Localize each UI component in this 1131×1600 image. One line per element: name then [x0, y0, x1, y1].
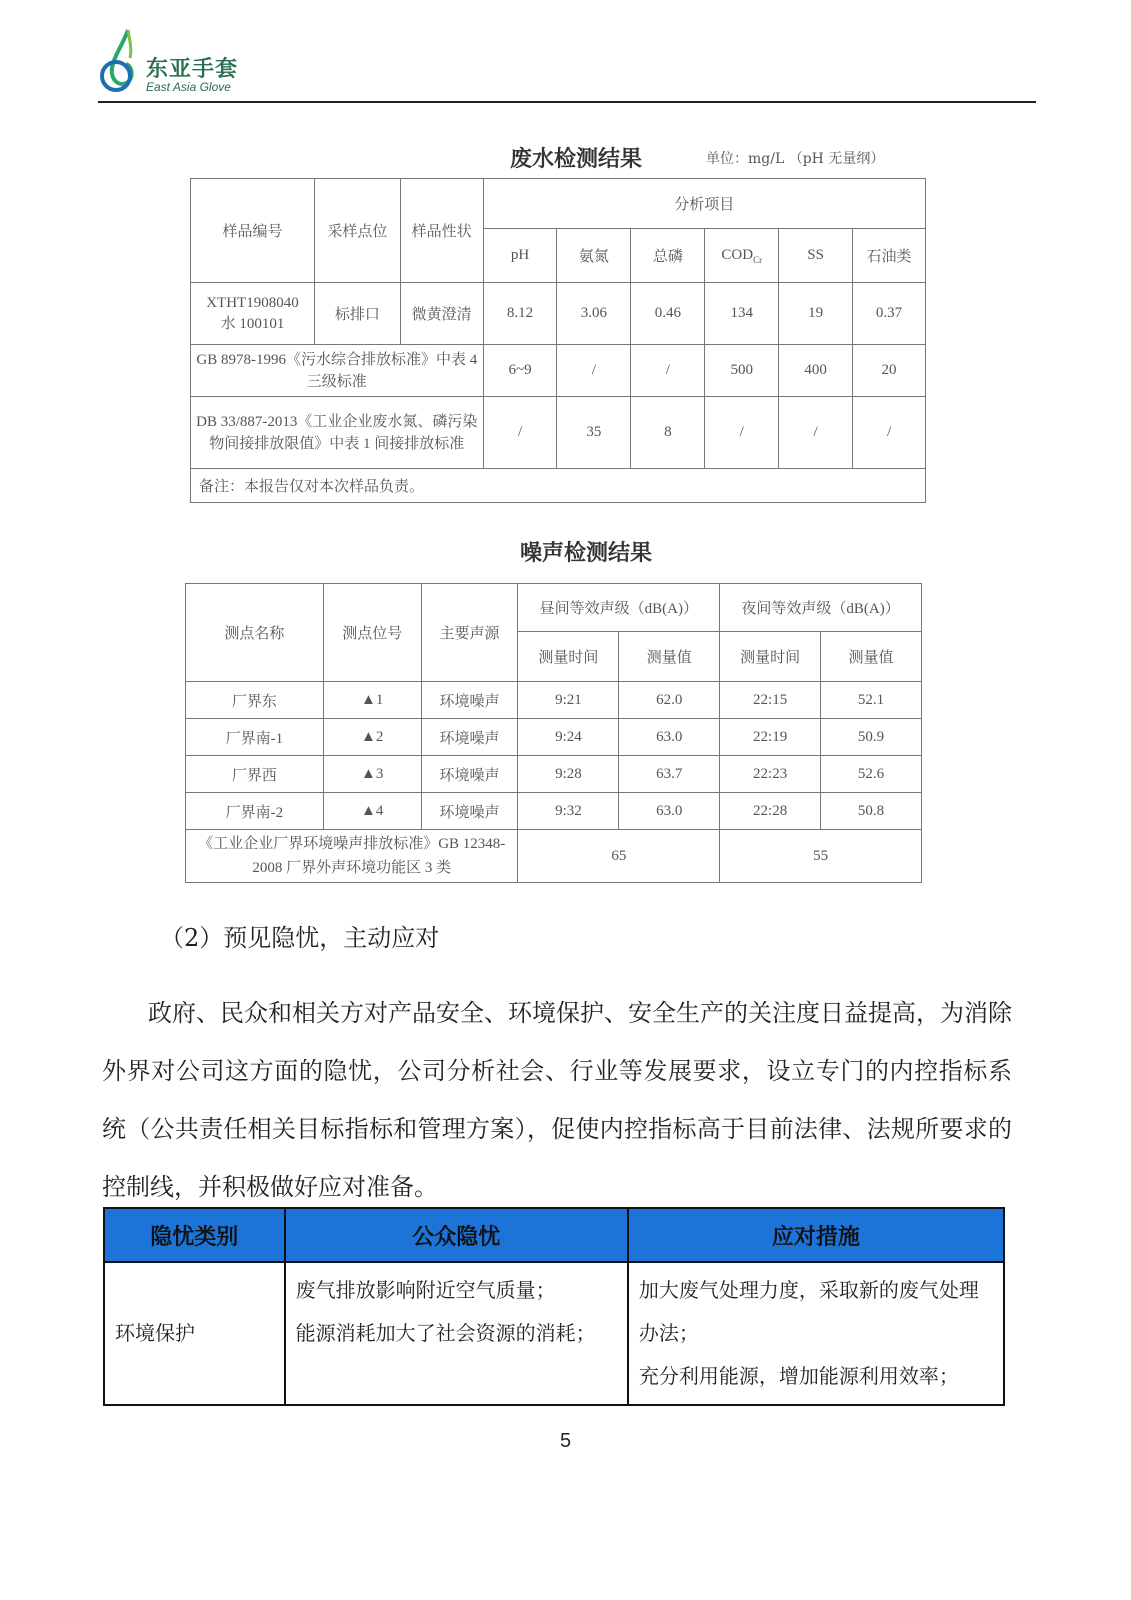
table-row [191, 283, 926, 345]
risk-category: 环境保护 [104, 1262, 285, 1405]
value-cell: 6~9 [483, 345, 557, 397]
point-source: 环境噪声 [421, 682, 518, 719]
night-value: 50.8 [821, 793, 922, 830]
day-value: 63.0 [619, 719, 720, 756]
value-cell: 8.12 [483, 283, 557, 345]
sample-no-cell [191, 283, 315, 345]
header-oil: 石油类 [853, 229, 926, 283]
day-value: 63.0 [619, 793, 720, 830]
noise-standard-night: 55 [720, 830, 922, 883]
header-day-value: 测量值 [619, 632, 720, 682]
header-concerns: 公众隐忧 [285, 1208, 628, 1262]
point-name: 厂界东 [186, 682, 324, 719]
header-ss: SS [779, 229, 853, 283]
table-row [186, 682, 922, 719]
noise-standard-label: 《工业企业厂界环境噪声排放标准》GB 12348-2008 厂界外声环境功能区 3 类 [186, 830, 518, 883]
value-cell: 500 [705, 345, 779, 397]
night-time: 22:19 [720, 719, 821, 756]
table-row [186, 793, 922, 830]
point-no: ▲1 [323, 682, 421, 719]
header-day-time: 测量时间 [518, 632, 619, 682]
header-nature: 样品性状 [400, 179, 483, 283]
risk-concerns [285, 1262, 628, 1405]
day-time: 9:28 [518, 756, 619, 793]
header-night-value: 测量值 [821, 632, 922, 682]
header-night-time: 测量时间 [720, 632, 821, 682]
table-row [186, 756, 922, 793]
header-phosphorus: 总磷 [631, 229, 705, 283]
header-measures: 应对措施 [628, 1208, 1004, 1262]
concern-item: 废气排放影响附近空气质量； [295, 1278, 556, 1302]
point-no: ▲4 [323, 793, 421, 830]
day-time: 9:24 [518, 719, 619, 756]
measure-item: 加大废气处理力度，采取新的废气处理办法； [638, 1278, 979, 1345]
section-heading: （2）预见隐忧，主动应对 [160, 924, 440, 952]
wastewater-title: 废水检测结果 [510, 146, 643, 172]
header-point-name: 测点名称 [186, 584, 324, 682]
point-source: 环境噪声 [421, 793, 518, 830]
logo-english-name: East Asia Glove [146, 80, 231, 94]
header-ph: pH [483, 229, 557, 283]
measure-item: 充分利用能源，增加能源利用效率； [638, 1364, 959, 1388]
header-point-no: 测点位号 [323, 584, 421, 682]
sample-no-line2: 水 100101 [220, 315, 285, 332]
header-ammonia: 氨氮 [557, 229, 631, 283]
value-cell: 8 [631, 397, 705, 469]
night-value: 52.1 [821, 682, 922, 719]
day-value: 62.0 [619, 682, 720, 719]
value-cell: 20 [853, 345, 926, 397]
header-cod [705, 229, 779, 283]
sample-site: 标排口 [314, 283, 400, 345]
standard-label: DB 33/887-2013《工业企业废水氮、磷污染物间接排放限值》中表 1 间接排放标准 [191, 397, 484, 469]
value-cell: 0.46 [631, 283, 705, 345]
value-cell: 400 [779, 345, 853, 397]
value-cell: 134 [705, 283, 779, 345]
value-cell: / [557, 345, 631, 397]
cod-subscript: Cr [753, 254, 763, 265]
point-source: 环境噪声 [421, 719, 518, 756]
header-site: 采样点位 [314, 179, 400, 283]
value-cell: / [483, 397, 557, 469]
header-day-level: 昼间等效声级（dB(A)） [518, 584, 720, 632]
concern-item: 能源消耗加大了社会资源的消耗； [295, 1321, 596, 1345]
night-value: 52.6 [821, 756, 922, 793]
standard-label: GB 8978-1996《污水综合排放标准》中表 4 三级标准 [191, 345, 484, 397]
night-time: 22:15 [720, 682, 821, 719]
day-value: 63.7 [619, 756, 720, 793]
noise-table [185, 583, 922, 883]
risk-measures [628, 1262, 1004, 1405]
logo-chinese-name: 东亚手套 [146, 57, 239, 82]
value-cell: / [779, 397, 853, 469]
table-row [191, 397, 926, 469]
value-cell: 35 [557, 397, 631, 469]
point-source: 环境噪声 [421, 756, 518, 793]
value-cell: 0.37 [853, 283, 926, 345]
header-source: 主要声源 [421, 584, 518, 682]
value-cell: 19 [779, 283, 853, 345]
wastewater-table [190, 178, 926, 503]
header-divider [98, 101, 1036, 103]
sample-nature: 微黄澄清 [400, 283, 483, 345]
table-row [191, 345, 926, 397]
wastewater-note: 备注：本报告仅对本次样品负责。 [191, 469, 926, 503]
risk-table [103, 1207, 1005, 1406]
value-cell: / [705, 397, 779, 469]
cod-label: COD [721, 246, 754, 263]
value-cell: / [631, 345, 705, 397]
header-night-level: 夜间等效声级（dB(A)） [720, 584, 922, 632]
point-no: ▲3 [323, 756, 421, 793]
night-time: 22:28 [720, 793, 821, 830]
value-cell: / [853, 397, 926, 469]
point-name: 厂界南-1 [186, 719, 324, 756]
table-row [104, 1262, 1004, 1405]
header-analysis-items: 分析项目 [483, 179, 925, 229]
noise-standard-day: 65 [518, 830, 720, 883]
day-time: 9:32 [518, 793, 619, 830]
point-no: ▲2 [323, 719, 421, 756]
page-header [98, 28, 1036, 104]
wastewater-unit: 单位：mg/L （pH 无量纲） [706, 151, 885, 167]
east-asia-glove-logo-icon [98, 28, 142, 94]
header-sample-no: 样品编号 [191, 179, 315, 283]
point-name: 厂界西 [186, 756, 324, 793]
table-row [186, 830, 922, 883]
day-time: 9:21 [518, 682, 619, 719]
header-category: 隐忧类别 [104, 1208, 285, 1262]
value-cell: 3.06 [557, 283, 631, 345]
point-name: 厂界南-2 [186, 793, 324, 830]
sample-no-line1: XTHT1908040 [206, 294, 299, 311]
night-value: 50.9 [821, 719, 922, 756]
page-number: 5 [559, 1430, 572, 1452]
night-time: 22:23 [720, 756, 821, 793]
section-paragraph: 政府、民众和相关方对产品安全、环境保护、安全生产的关注度日益提高，为消除外界对公司这方面的隐忧，公司分析社会、行业等发展要求，设立专门的内控指标系统（公共责任相关目标指标和管理方案），促使内控指标高于目前法律、法规所要求的控制线，并积极做好应对准备。 [102, 999, 1012, 1201]
noise-title: 噪声检测结果 [520, 540, 653, 566]
table-row [186, 719, 922, 756]
